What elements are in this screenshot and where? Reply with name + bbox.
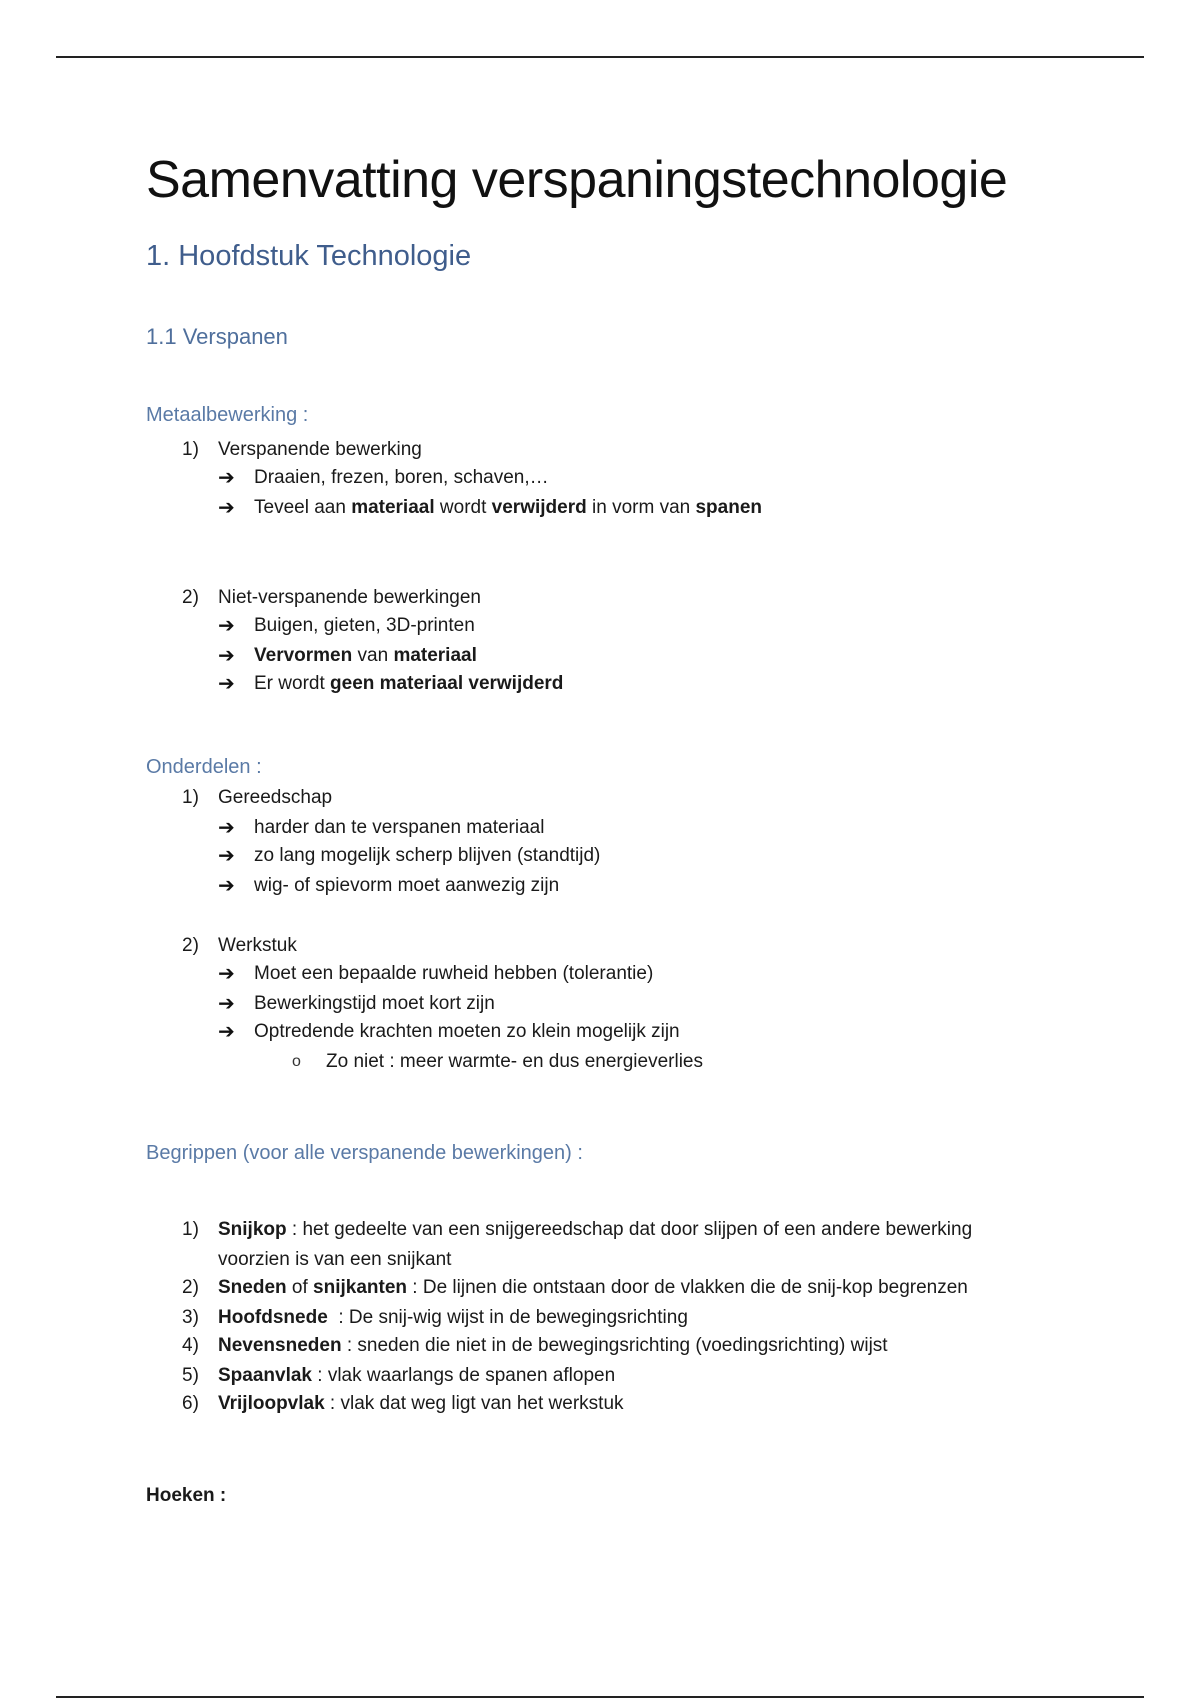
chapter-heading: 1. Hoofdstuk Technologie xyxy=(146,240,472,272)
begrippen-heading: Begrippen (voor alle verspanende bewerkingen) : xyxy=(146,1142,583,1164)
definition-item: Nevensneden : sneden die niet in de bewegingsrichting (voedingsrichting) wijst xyxy=(218,1335,888,1356)
arrow-icon: ➔ xyxy=(218,1021,235,1043)
list-number: 1) xyxy=(182,439,199,460)
list-item: Gereedschap xyxy=(218,787,333,808)
list-subitem: Draaien, frezen, boren, schaven,… xyxy=(254,467,549,488)
list-number: 1) xyxy=(182,787,199,808)
arrow-icon: ➔ xyxy=(218,497,235,519)
arrow-icon: ➔ xyxy=(218,645,235,667)
list-subitem: Teveel aan materiaal wordt verwijderd in vorm van spanen xyxy=(254,497,763,518)
definition-continuation: voorzien is van een snijkant xyxy=(218,1249,452,1270)
arrow-icon: ➔ xyxy=(218,817,235,839)
list-subitem: Er wordt geen materiaal verwijderd xyxy=(254,673,564,694)
definition-item: Snijkop : het gedeelte van een snijgereedschap dat door slijpen of een andere bewerking xyxy=(218,1219,973,1240)
circle-bullet-icon: o xyxy=(292,1053,301,1070)
list-subitem: Buigen, gieten, 3D-printen xyxy=(254,615,475,636)
list-item: Verspanende bewerking xyxy=(218,439,422,460)
list-item: Niet-verspanende bewerkingen xyxy=(218,587,481,608)
metaalbewerking-heading: Metaalbewerking : xyxy=(146,404,309,426)
hoeken-heading: Hoeken : xyxy=(146,1485,227,1506)
list-number: 2) xyxy=(182,1277,199,1298)
arrow-icon: ➔ xyxy=(218,963,235,985)
list-number: 6) xyxy=(182,1393,199,1414)
bottom-rule xyxy=(56,1696,1144,1698)
list-number: 1) xyxy=(182,1219,199,1240)
arrow-icon: ➔ xyxy=(218,993,235,1015)
definition-item: Hoofdsnede : De snij-wig wijst in de bewegingsrichting xyxy=(218,1307,688,1328)
list-subitem: zo lang mogelijk scherp blijven (standtijd) xyxy=(254,845,601,866)
list-number: 3) xyxy=(182,1307,199,1328)
list-subitem: Moet een bepaalde ruwheid hebben (tolerantie) xyxy=(254,963,654,984)
list-subitem: Vervormen van materiaal xyxy=(254,645,477,666)
list-subitem: harder dan te verspanen materiaal xyxy=(254,817,545,838)
arrow-icon: ➔ xyxy=(218,673,235,695)
arrow-icon: ➔ xyxy=(218,845,235,867)
list-subsubitem: Zo niet : meer warmte- en dus energieverlies xyxy=(326,1051,703,1072)
top-rule xyxy=(56,56,1144,58)
arrow-icon: ➔ xyxy=(218,615,235,637)
definition-item: Sneden of snijkanten : De lijnen die ontstaan door de vlakken die de snij-kop begrenzen xyxy=(218,1277,968,1298)
document-title: Samenvatting verspaningstechnologie xyxy=(146,151,1008,209)
onderdelen-heading: Onderdelen : xyxy=(146,756,262,778)
list-number: 2) xyxy=(182,935,199,956)
definition-item: Spaanvlak : vlak waarlangs de spanen aflopen xyxy=(218,1365,616,1386)
list-subitem: Optredende krachten moeten zo klein mogelijk zijn xyxy=(254,1021,680,1042)
list-number: 5) xyxy=(182,1365,199,1386)
list-subitem: Bewerkingstijd moet kort zijn xyxy=(254,993,495,1014)
arrow-icon: ➔ xyxy=(218,875,235,897)
definition-item: Vrijloopvlak : vlak dat weg ligt van het werkstuk xyxy=(218,1393,624,1414)
section-heading: 1.1 Verspanen xyxy=(146,324,288,349)
list-subitem: wig- of spievorm moet aanwezig zijn xyxy=(254,875,560,896)
list-number: 2) xyxy=(182,587,199,608)
arrow-icon: ➔ xyxy=(218,467,235,489)
list-item: Werkstuk xyxy=(218,935,297,956)
list-number: 4) xyxy=(182,1335,199,1356)
